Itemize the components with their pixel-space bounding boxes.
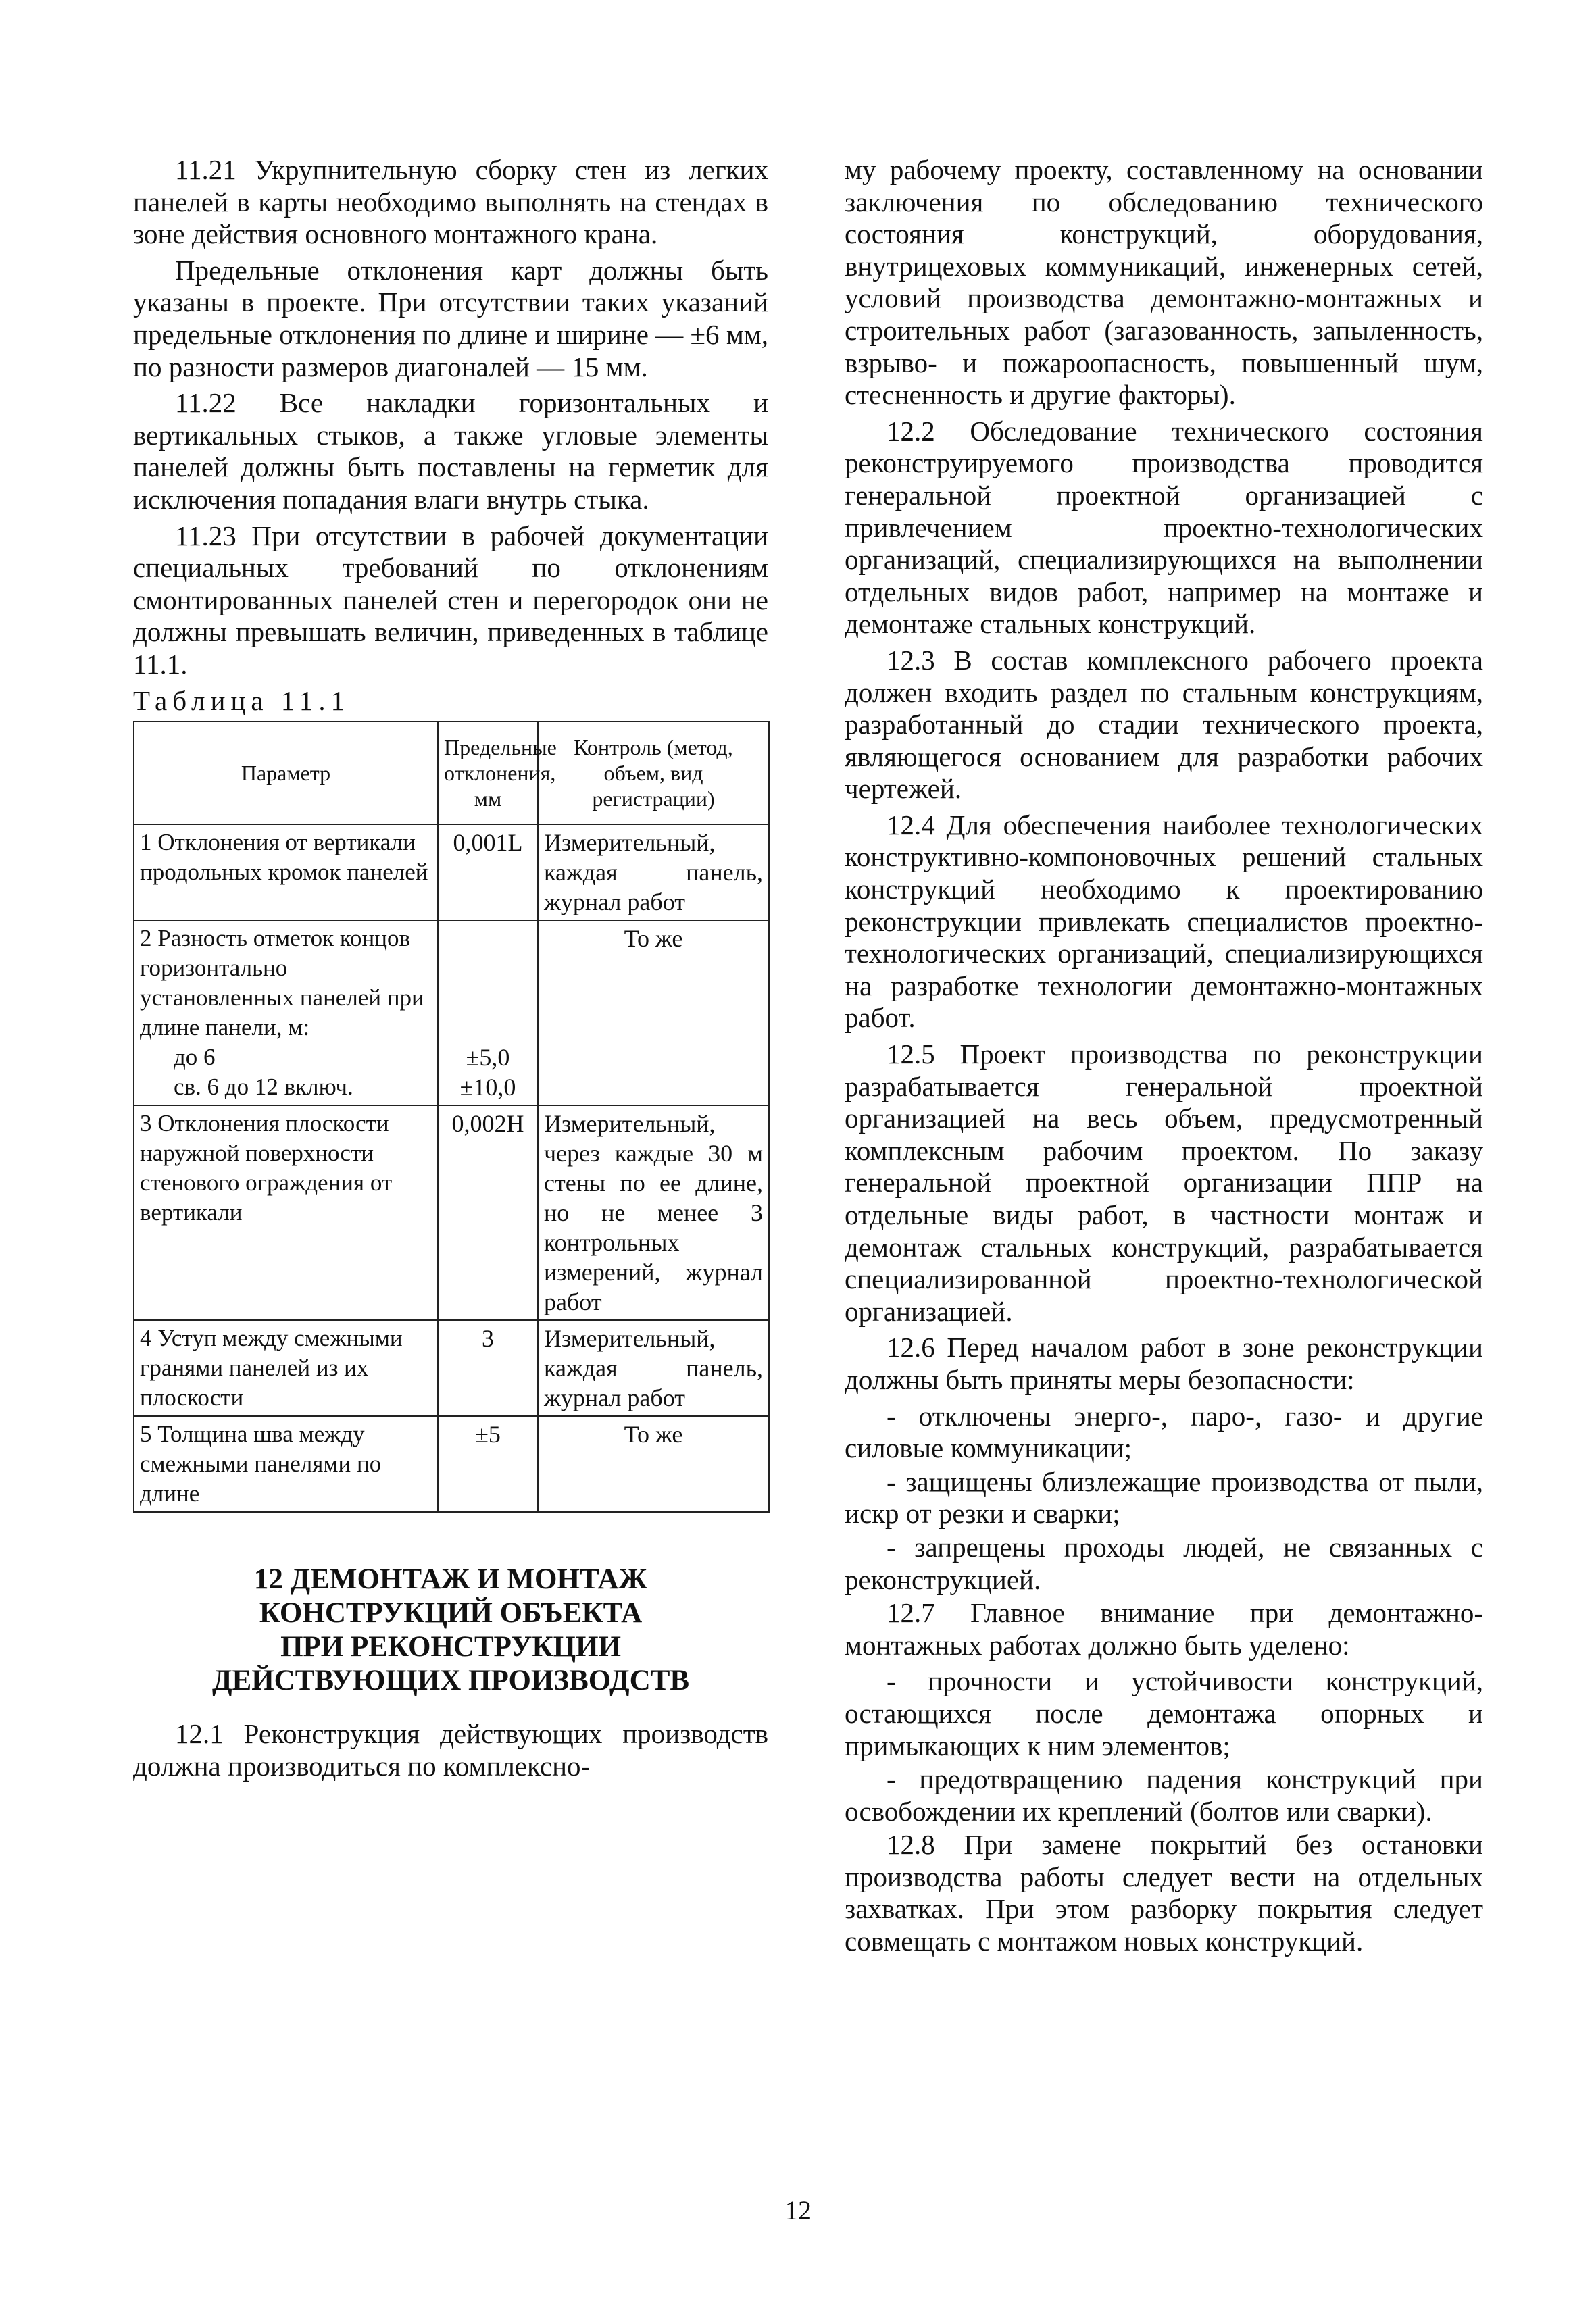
paragraph-12-5: 12.5 Проект производства по реконструкции разрабатывается генеральной проектной организацией на весь объем, предусмотренный комплексным рабочим проектом. По заказу генеральной проектной организации ППР на отдельные виды работ, в частности монтаж и демонтаж стальных конструкций, разрабатывается специализированной проектно-технологической организацией. — [845, 1038, 1483, 1327]
row3-deviation: 0,002H — [438, 1105, 538, 1320]
section-heading-line4: ДЕЙСТВУЮЩИХ ПРОИЗВОДСТВ — [211, 1665, 690, 1697]
paragraph-12-4: 12.4 Для обеспечения наиболее технологических конструктивно-компоновочных решений стальных конструкций необходимо к проектированию реконструкции привлекать специалистов проектно-технологических организаций, специализирующихся на разработке технологии демонтажно-монтажных работ. — [845, 809, 1483, 1034]
paragraph-12-2: 12.2 Обследование технического состояния реконструируемого производства проводится генеральной проектной организацией с привлечением проектно-технологических организаций, специализирующихся на выполнении отдельных видов работ, например на монтаже и демонтаже стальных конструкций. — [845, 415, 1483, 640]
table-row — [134, 824, 769, 920]
deviation-table — [133, 721, 770, 1513]
row2-param: 2 Разность отметок концов горизонтально установленных панелей при длине панели, м: — [140, 925, 424, 1041]
row3-param: 3 Отклонения плоскости наружной поверхности стенового ограждения от вертикали — [134, 1105, 438, 1320]
row1-deviation: 0,001L — [438, 824, 538, 920]
row5-control: То же — [538, 1416, 769, 1512]
paragraph-11-23: 11.23 При отсутствии в рабочей документации специальных требований по отклонениям смонтированных панелей стен и перегородок они не должны превышать величин, приведенных в таблице 11.1. — [133, 520, 768, 680]
row2-sub1-value: ±5,0 — [466, 1044, 510, 1072]
right-column — [845, 154, 1483, 1962]
row2-sub1-label: до 6 — [174, 1044, 216, 1071]
header-control: Контроль (метод, объем, вид регистрации) — [538, 722, 769, 824]
section-heading-line3: ПРИ РЕКОНСТРУКЦИИ — [280, 1631, 621, 1663]
row5-param: 5 Толщина шва между смежными панелями по длине — [134, 1416, 438, 1512]
paragraph-12-8: 12.8 При замене покрытий без остановки производства работы следует вести на отдельных захватках. При этом разборку покрытия следует совмещать с монтажом новых конструкций. — [845, 1829, 1483, 1957]
paragraph-12-1: 12.1 Реконструкция действующих производств должна производиться по комплексно- — [133, 1718, 768, 1782]
table-row — [134, 1416, 769, 1512]
row2-sub2-label: св. 6 до 12 включ. — [174, 1074, 353, 1101]
row4-param: 4 Уступ между смежными гранями панелей из их плоскости — [134, 1320, 438, 1416]
row2-devvalues — [444, 1042, 532, 1102]
header-param: Параметр — [134, 722, 438, 824]
paragraph-11-21-deviations: Предельные отклонения карт должны быть указаны в проекте. При отсутствии таких указаний предельные отклонения по длине и ширине — ±6 мм, по разности размеров диагоналей — 15 мм. — [133, 254, 768, 382]
row5-deviation: ±5 — [438, 1416, 538, 1512]
row4-deviation: 3 — [438, 1320, 538, 1416]
paragraph-12-6: 12.6 Перед началом работ в зоне реконструкции должны быть приняты меры безопасности: — [845, 1332, 1483, 1395]
row2-param-cell — [134, 920, 438, 1105]
table-row — [134, 920, 769, 1105]
table-row — [134, 1105, 769, 1320]
paragraph-12-7: 12.7 Главное внимание при демонтажно-монтажных работах должно быть уделено: — [845, 1597, 1483, 1661]
list-item: - прочности и устойчивости конструкций, остающихся после демонтажа опорных и примыкающих к ним элементов; — [845, 1665, 1483, 1761]
list-item: - предотвращению падения конструкций при освобождении их креплений (болтов или сварки). — [845, 1763, 1483, 1827]
list-item: - запрещены проходы людей, не связанных с реконструкцией. — [845, 1531, 1483, 1595]
list-item: - защищены близлежащие производства от пыли, искр от резки и сварки; — [845, 1465, 1483, 1530]
table-caption: Таблица 11.1 — [133, 684, 351, 716]
page-number: 12 — [784, 2195, 812, 2225]
paragraph-12-1-continued: му рабочему проекту, составленному на основании заключения по обследованию технического состояния конструкций, оборудования, внутрицеховых коммуникаций, инженерных сетей, условий производства демонтажно-монтажных и строительных работ (загазованность, запыленность, взрыво- и пожароопасность, повышенный шум, стесненность и другие факторы). — [845, 154, 1483, 411]
row2-control: То же — [538, 920, 769, 1105]
paragraph-11-21: 11.21 Укрупнительную сборку стен из легких панелей в карты необходимо выполнять на стендах в зоне действия основного монтажного крана. — [133, 154, 768, 250]
row2-sublabels — [140, 1042, 432, 1102]
spacer — [133, 1513, 768, 1563]
row2-sub2-value: ±10,0 — [459, 1074, 516, 1101]
header-deviation: Предельные отклонения, мм — [438, 722, 538, 824]
section-heading — [133, 1563, 768, 1698]
row4-control: Измерительный, каждая панель, журнал работ — [538, 1320, 769, 1416]
section-heading-line1: 12 ДЕМОНТАЖ И МОНТАЖ — [253, 1563, 648, 1596]
paragraph-12-3: 12.3 В состав комплексного рабочего проекта должен входить раздел по стальным конструкциям, разработанный до стадии технического проекта, являющегося основанием для разработки рабочих чертежей. — [845, 644, 1483, 805]
table-row — [134, 1320, 769, 1416]
table-header-row — [134, 722, 769, 824]
list-item: - отключены энерго-, паро-, газо- и другие силовые коммуникации; — [845, 1400, 1483, 1464]
left-column — [133, 154, 768, 1786]
row3-control: Измерительный, через каждые 30 м стены по ее длине, но не менее 3 контрольных измерений, журнал работ — [538, 1105, 769, 1320]
row2-deviation-cell — [438, 920, 538, 1105]
row1-control: Измерительный, каждая панель, журнал работ — [538, 824, 769, 920]
paragraph-11-22: 11.22 Все накладки горизонтальных и вертикальных стыков, а также угловые элементы панелей должны быть поставлены на герметик для исключения попадания влаги внутрь стыка. — [133, 387, 768, 515]
section-heading-line2: КОНСТРУКЦИЙ ОБЪЕКТА — [259, 1597, 643, 1630]
row1-param: 1 Отклонения от вертикали продольных кромок панелей — [134, 824, 438, 920]
